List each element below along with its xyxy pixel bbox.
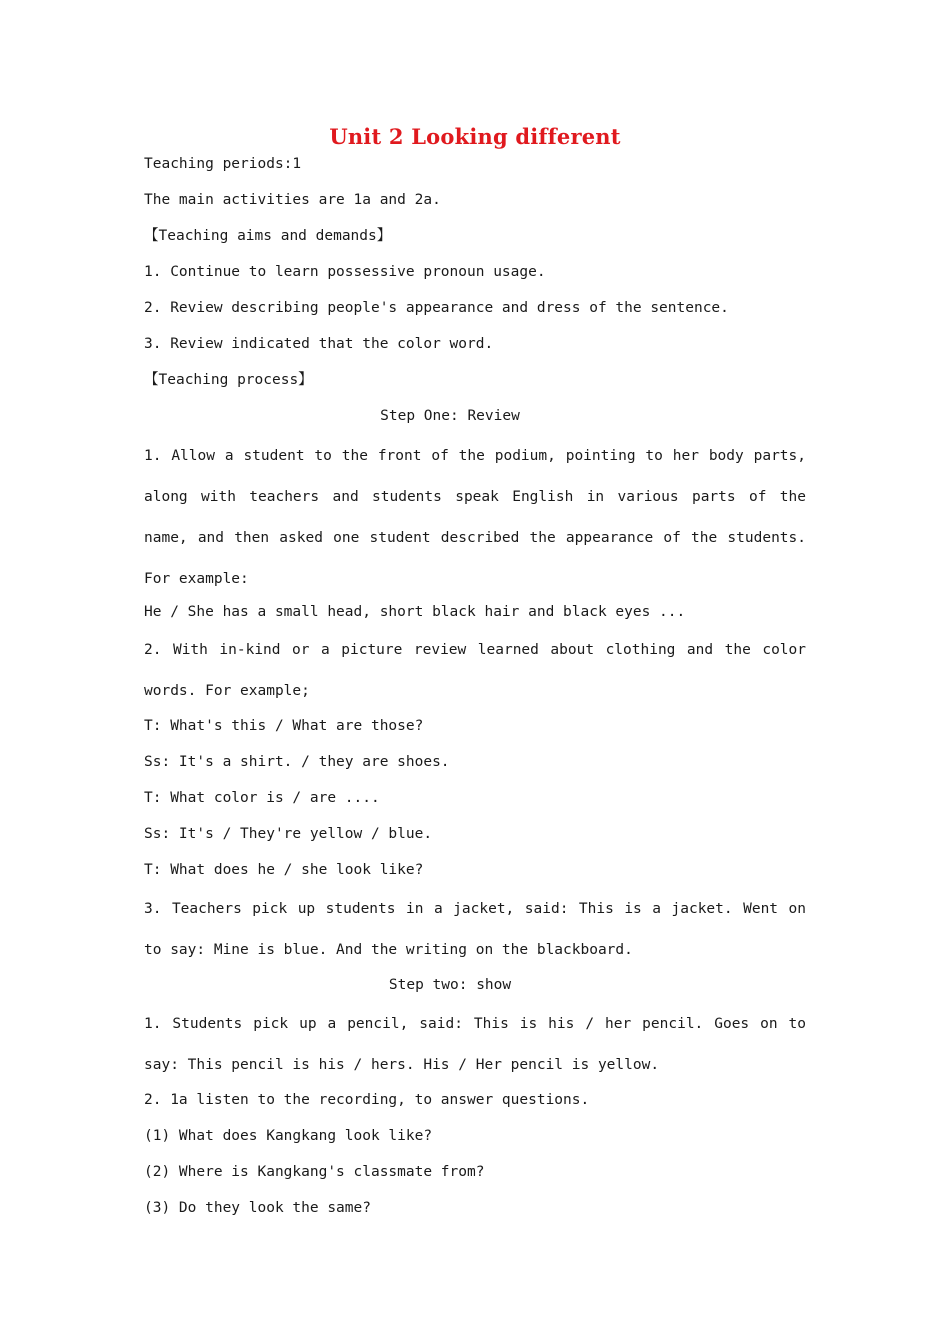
document-page <box>144 122 806 1226</box>
step-two-paragraph-2: 2. 1a listen to the recording, to answer questions. <box>144 1092 590 1108</box>
question-3: (3) Do they look the same? <box>144 1200 371 1216</box>
step-two-paragraph-1: 1. Students pick up a pencil, said: This is his / her pencil. Goes on to say: This pencil is his / hers. His / Her pencil is yellow. <box>144 1016 806 1073</box>
aim-item-1: 1. Continue to learn possessive pronoun usage. <box>144 264 546 280</box>
dialog-line-4: Ss: It's / They're yellow / blue. <box>144 826 433 842</box>
step-one-paragraph-3: 3. Teachers pick up students in a jacket, said: This is a jacket. Went on to say: Mine is blue. And the writing on the blackboard. <box>144 901 806 958</box>
aim-item-2: 2. Review describing people's appearance and dress of the sentence. <box>144 300 729 316</box>
dialog-line-3: T: What color is / are .... <box>144 790 380 806</box>
dialog-line-5: T: What does he / she look like? <box>144 862 424 878</box>
question-1: (1) What does Kangkang look like? <box>144 1128 433 1144</box>
step-one-paragraph-1: 1. Allow a student to the front of the podium, pointing to her body parts, along with teachers and students speak English in various parts of the name, and then asked one student described the appearance of the students. For example: <box>144 448 806 587</box>
process-heading: 【Teaching process】 <box>144 372 313 388</box>
document-title: Unit 2 Looking different <box>329 124 621 149</box>
dialog-line-2: Ss: It's a shirt. / they are shoes. <box>144 754 450 770</box>
aims-heading: 【Teaching aims and demands】 <box>144 228 392 244</box>
step-one-example: He / She has a small head, short black hair and black eyes ... <box>144 604 686 620</box>
aim-item-3: 3. Review indicated that the color word. <box>144 336 494 352</box>
teaching-periods: Teaching periods:1 <box>144 156 302 172</box>
main-activities: The main activities are 1a and 2a. <box>144 192 441 208</box>
step-one-heading: Step One: Review <box>380 408 520 424</box>
question-2: (2) Where is Kangkang's classmate from? <box>144 1164 485 1180</box>
step-one-paragraph-2: 2. With in-kind or a picture review learned about clothing and the color words. For example; <box>144 642 806 699</box>
dialog-line-1: T: What's this / What are those? <box>144 718 424 734</box>
step-two-heading: Step two: show <box>388 977 512 993</box>
